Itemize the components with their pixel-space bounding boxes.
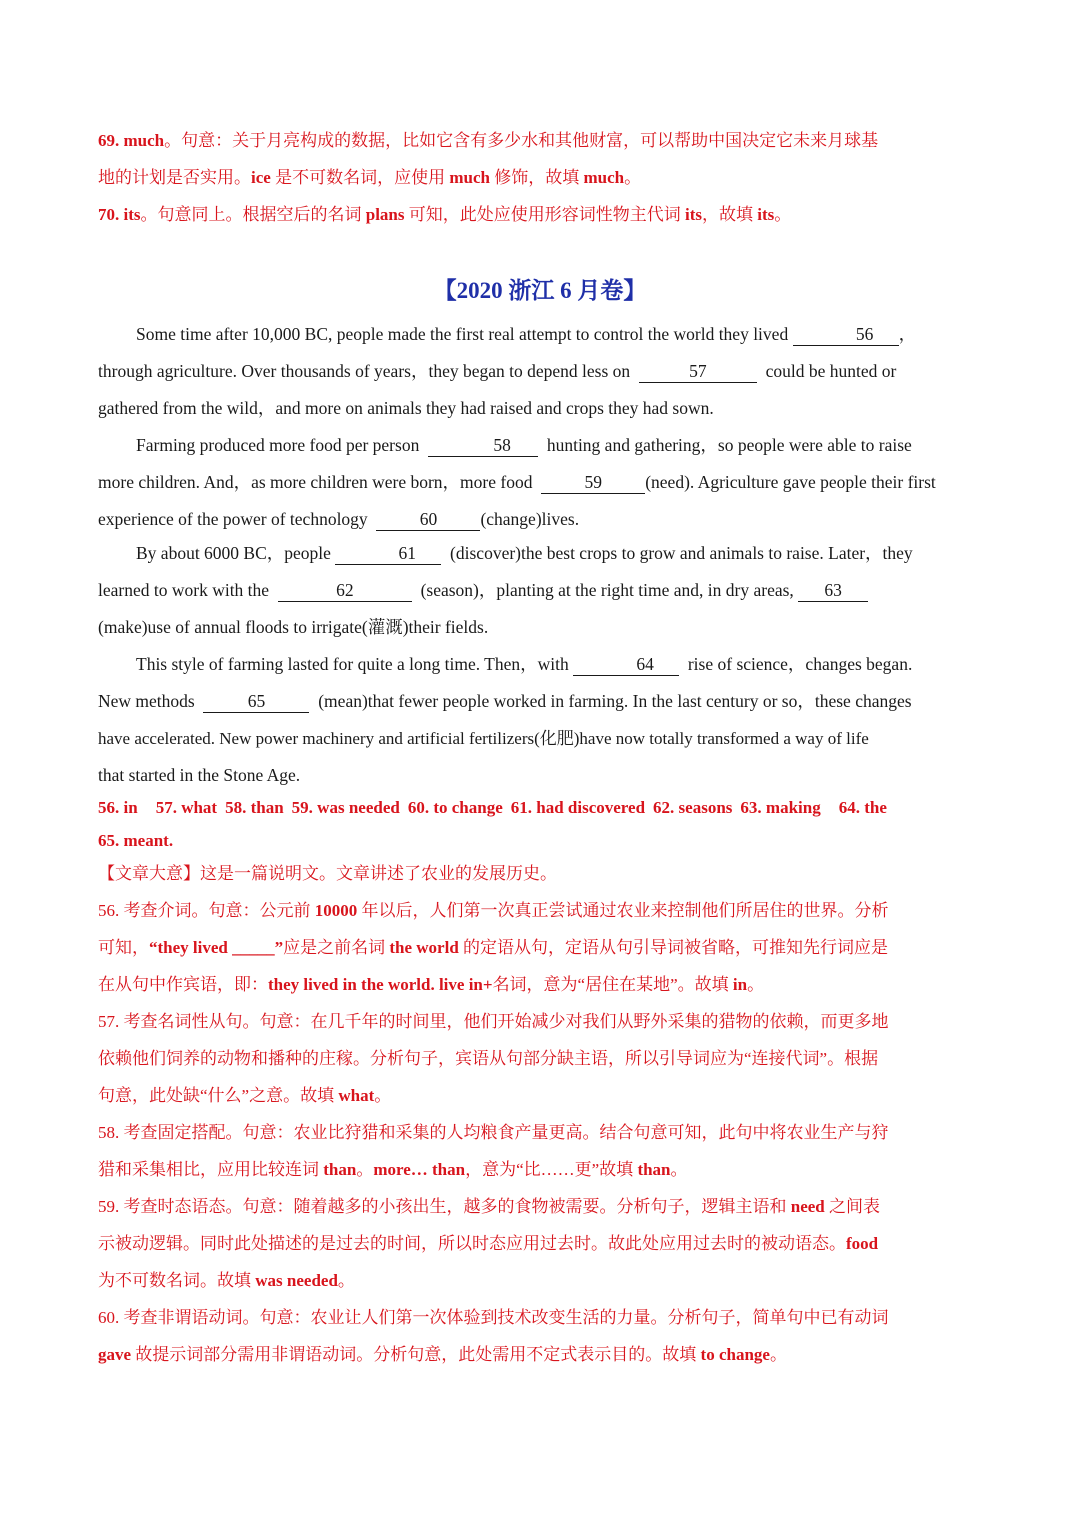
blank-56: 56 xyxy=(793,323,899,346)
article-summary: 【文章大意】这是一篇说明文。文章讲述了农业的发展历史。 xyxy=(98,864,557,883)
answer-item: 60. to change xyxy=(407,798,503,817)
explanation-60: 60. 考查非谓语动词。句意：农业让人们第一次体验到技术改变生活的力量。分析句子，简单句中已有动词 gave 故提示词部分需用非谓语动词。分析句意，此处需用不定式表示目的。故填 to change。 xyxy=(98,1308,889,1364)
blank-63: 63 xyxy=(798,579,868,602)
blank-62: 62 xyxy=(278,579,412,602)
passage-paragraph-1: Some time after 10,000 BC, people made the first real attempt to control the world they lived 56 ， through agriculture. Over thousands of years，they began to depend less on 57 could be hunted or gathered from the wild，and more on animals they had raised and crops they had sown. xyxy=(98,324,917,418)
answer-item: 62. seasons xyxy=(653,798,733,817)
answer-item: 57. what xyxy=(155,798,218,817)
explanation-57: 57. 考查名词性从句。句意：在几千年的时间里，他们开始减少对我们从野外采集的猎物的依赖，而更多地 依赖他们饲养的动物和播种的庄稼。分析句子，宾语从句部分缺主语，所以引导词应为“连接代词”。根据 句意，此处缺“什么”之意。故填 what。 xyxy=(98,1012,889,1105)
explanation-69: 69. much。句意：关于月亮构成的数据，比如它含有多少水和其他财富，可以帮助中国决定它未来月球基 地的计划是否实用。ice 是不可数名词，应使用 much 修饰，故填 much。 xyxy=(98,131,879,187)
passage-paragraph-2: Farming produced more food per person 58 hunting and gathering，so people were able to raise more children. And，as more children were born，more food 59 (need). Agriculture gave people their first experience of the power of technology 60 (change)lives. xyxy=(98,435,936,529)
answer-key xyxy=(98,791,982,857)
answer-item: 58. than xyxy=(225,798,284,817)
blank-65: 65 xyxy=(203,690,309,713)
passage-paragraph-4: This style of farming lasted for quite a long time. Then，with 64 rise of science，changes began. New methods 65 (mean)that fewer people worked in farming. In the last century or so，these changes have accelerated. New power machinery and artificial fertilizers(化肥)have now totally transformed a way of life that started in the Stone Age. xyxy=(98,654,913,785)
blank-64: 64 xyxy=(573,653,679,676)
answer-item: 61. had discovered xyxy=(510,798,646,817)
answer-item: 56. in xyxy=(98,798,138,817)
answer-item: 64. the xyxy=(838,798,887,817)
answer-item: 59. was needed xyxy=(291,798,400,817)
blank-57: 57 xyxy=(639,360,757,383)
answer-row: 65. meant. xyxy=(98,831,174,850)
explanation-70: 70. its。句意同上。根据空后的名词 plans 可知，此处应使用形容词性物主代词 its，故填 its。 xyxy=(98,205,792,224)
answer-item: 63. making xyxy=(740,798,821,817)
blank-59: 59 xyxy=(541,471,645,494)
blank-60: 60 xyxy=(376,508,480,531)
blank-61: 61 xyxy=(335,542,441,565)
passage-paragraph-3: By about 6000 BC，people 61 (discover)the best crops to grow and animals to raise. Later，they learned to work with the 62 (season)，planting at the right time and, in dry areas, 63 (make)use of annual floods to irrigate(灌溉)their fields. xyxy=(98,543,913,637)
explanation-58: 58. 考查固定搭配。句意：农业比狩猎和采集的人均粮食产量更高。结合句意可知，此句中将农业生产与狩 猎和采集相比，应用比较连词 than。more… than，意为“比……更”故填 than。 xyxy=(98,1123,889,1179)
answer-row xyxy=(98,791,982,824)
blank-58: 58 xyxy=(428,434,538,457)
explanation-59: 59. 考查时态语态。句意：随着越多的小孩出生，越多的食物被需要。分析句子，逻辑主语和 need 之间表 示被动逻辑。同时此处描述的是过去的时间，所以时态应用过去时。故此处应用过去时的被动语态。food 为不可数名词。故填 was needed。 xyxy=(98,1197,880,1290)
explanation-56: 56. 考查介词。句意：公元前 10000 年以后，人们第一次真正尝试通过农业来控制他们所居住的世界。分析 可知，“they lived _____”应是之前名词 the world 的定语从句，定语从句引导词被省略，可推知先行词应是 在从句中作宾语，即：they lived in the world. live in+名词，意为“居住在某地”。故填 in。 xyxy=(98,901,889,994)
section-title: 【2020 浙江 6 月卷】 xyxy=(433,278,647,303)
answer-number: 69. much xyxy=(98,131,165,150)
